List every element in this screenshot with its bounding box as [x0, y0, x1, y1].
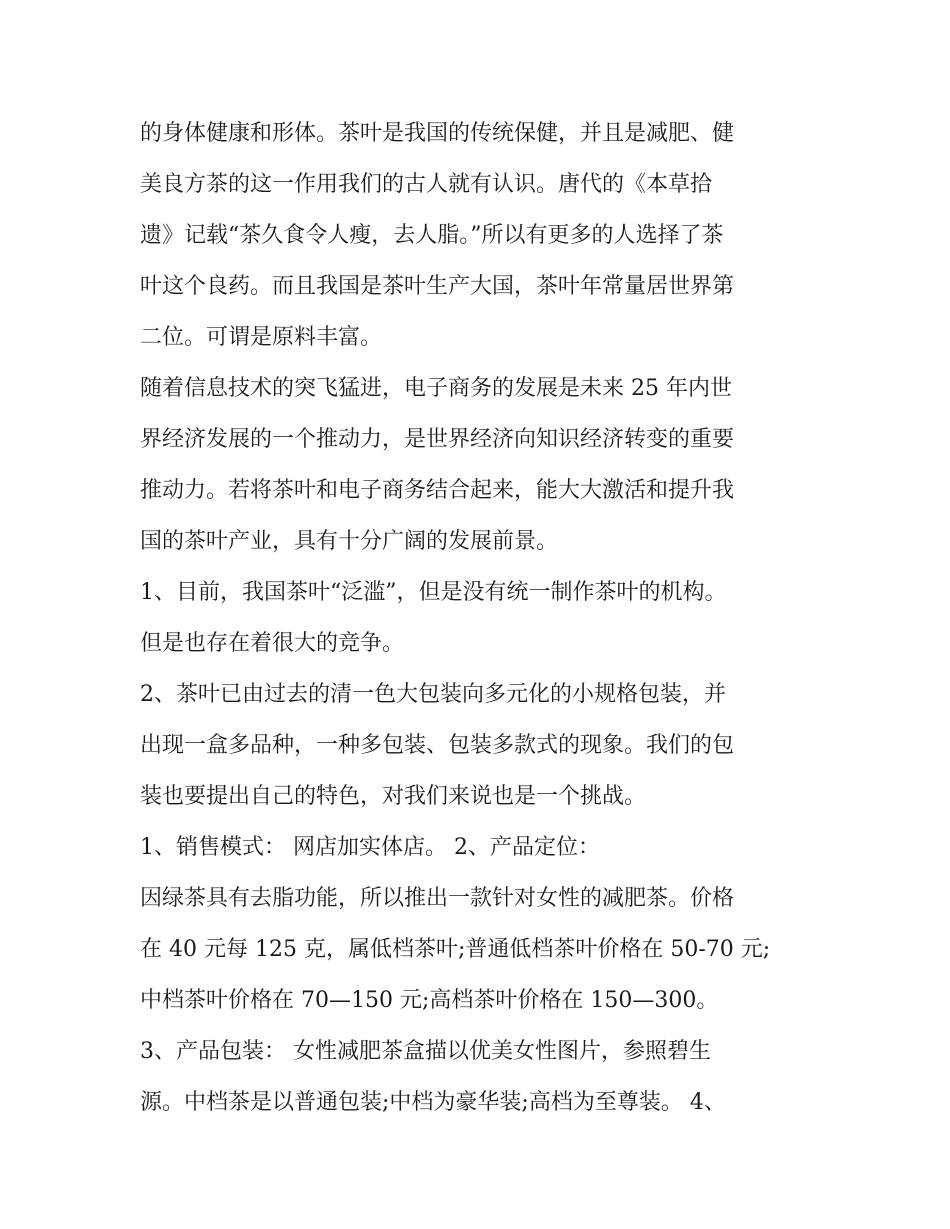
text-line: 美良方茶的这一作用我们的古人就有认识。唐代的《本草拾 — [140, 172, 713, 197]
text-line: 遗》记载“茶久食令人瘦，去人脂。”所以有更多的人选择了茶 — [140, 223, 724, 248]
text-line: 2、茶叶已由过去的清一色大包装向多元化的小规格包装，并 — [140, 682, 726, 707]
text-line: 1、销售模式： 网店加实体店。 2、产品定位： — [140, 835, 600, 860]
text-line: 叶这个良药。而且我国是茶叶生产大国，茶叶年常量居世界第 — [140, 274, 735, 299]
document-body — [140, 108, 820, 1128]
text-line: 装也要提出自己的特色，对我们来说也是一个挑战。 — [140, 784, 647, 809]
text-line: 出现一盒多品种，一种多包装、包装多款式的现象。我们的包 — [140, 733, 735, 758]
text-line: 随着信息技术的突飞猛进，电子商务的发展是未来 25 年内世 — [140, 376, 732, 401]
text-line: 二位。可谓是原料丰富。 — [140, 325, 383, 350]
text-line: 推动力。若将茶叶和电子商务结合起来，能大大激活和提升我 — [140, 478, 735, 503]
text-line: 但是也存在着很大的竞争。 — [140, 631, 405, 656]
text-line: 因绿茶具有去脂功能，所以推出一款针对女性的减肥茶。价格 — [140, 886, 735, 911]
text-line: 源。中档茶是以普通包装;中档为豪华装;高档为至尊装。 4、 — [140, 1090, 726, 1115]
text-line: 的身体健康和形体。茶叶是我国的传统保健，并且是减肥、健 — [140, 121, 735, 146]
text-line: 3、产品包装： 女性减肥茶盒描以优美女性图片，参照碧生 — [140, 1039, 711, 1064]
text-line: 界经济发展的一个推动力，是世界经济向知识经济转变的重要 — [140, 427, 735, 452]
text-line: 1、目前，我国茶叶“泛滥”，但是没有统一制作茶叶的机构。 — [140, 580, 727, 605]
text-line: 中档茶叶价格在 70—150 元;高档茶叶价格在 150—300。 — [140, 988, 719, 1013]
text-line: 国的茶叶产业，具有十分广阔的发展前景。 — [140, 529, 559, 554]
text-line: 在 40 元每 125 克，属低档茶叶;普通低档茶叶价格在 50-70 元; — [140, 937, 771, 962]
